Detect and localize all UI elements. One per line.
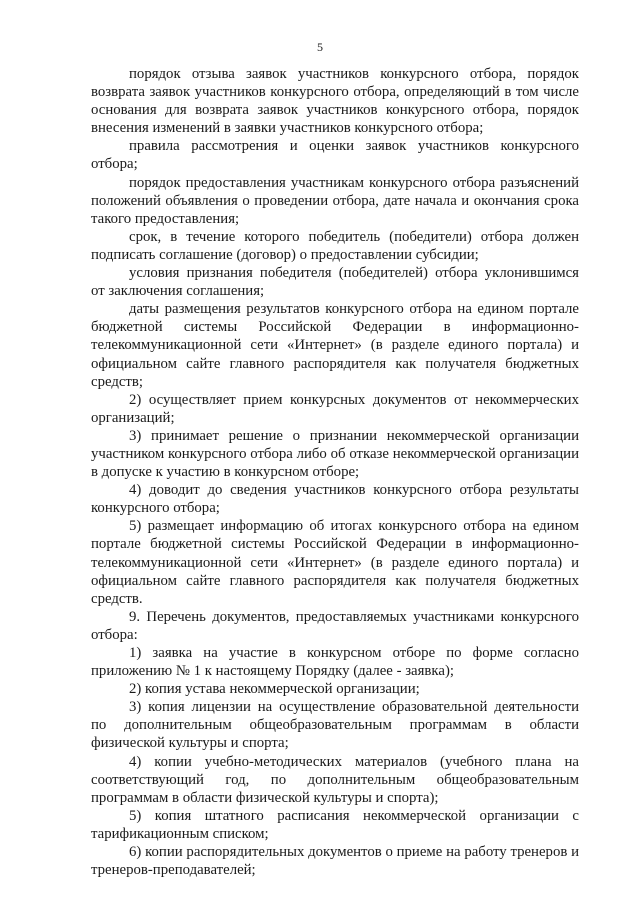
paragraph-doc-4-methodology: 4) копии учебно-методических материалов (учебного плана на соответствующий год, по дополнительным общеобразовательным программам в области физической культуры и спорта); — [91, 753, 579, 806]
paragraph-item-2-accepts-documents: 2) осуществляет прием конкурсных документов от некоммерческих организаций; — [91, 391, 579, 426]
paragraph-evaluation-rules: правила рассмотрения и оценки заявок участников конкурсного отбора; — [91, 138, 579, 173]
paragraph-evasion-conditions: условия признания победителя (победителей) отбора уклонившимся от заключения соглашения; — [91, 265, 579, 300]
paragraph-clarification-procedure: порядок предоставления участникам конкурсного отбора разъяснений положений объявления о проведении отбора, дате начала и окончания срока такого предоставления; — [91, 174, 579, 227]
paragraph-signing-deadline: срок, в течение которого победитель (победители) отбора должен подписать соглашение (договор) о предоставлении субсидии; — [91, 228, 579, 263]
paragraph-withdrawal-procedure: порядок отзыва заявок участников конкурсного отбора, порядок возврата заявок участников конкурсного отбора, определяющий в том числе основания для возврата заявок участников конкурсного отбора, порядок внесения изменений в заявки участников конкурсного отбора; — [91, 66, 579, 137]
paragraph-doc-5-staff-schedule: 5) копия штатного расписания некоммерческой организации с тарификационным списком; — [91, 807, 579, 842]
paragraph-doc-6-hiring-orders: 6) копии распорядительных документов о приеме на работу тренеров и тренеров-преподавателей; — [91, 844, 579, 879]
paragraph-results-dates: даты размещения результатов конкурсного отбора на едином портале бюджетной системы Российской Федерации в информационно-телекоммуникационной сети «Интернет» (в разделе единого портала) и официальном сайте главного распорядителя как получателя бюджетных средств; — [91, 301, 579, 390]
paragraph-doc-2-charter: 2) копия устава некоммерческой организации; — [129, 681, 420, 698]
paragraph-item-4-results-notice: 4) доводит до сведения участников конкурсного отбора результаты конкурсного отбора; — [91, 482, 579, 517]
page-number: 5 — [317, 40, 323, 54]
body-text — [91, 65, 579, 879]
paragraph-doc-3-license: 3) копия лицензии на осуществление образовательной деятельности по дополнительным общеобразовательным программам в области физической культуры и спорта; — [91, 699, 579, 752]
paragraph-item-5-publishes-results: 5) размещает информацию об итогах конкурсного отбора на едином портале бюджетной системы Российской Федерации в информационно-телекоммуникационной сети «Интернет» (в разделе единого портала) и официальном сайте главного распорядителя как получателя бюджетных средств. — [91, 518, 579, 607]
paragraph-doc-1-application: 1) заявка на участие в конкурсном отборе по форме согласно приложению № 1 к настоящему Порядку (далее - заявка); — [91, 645, 579, 680]
paragraph-item-3-admission-decision: 3) принимает решение о признании некоммерческой организации участником конкурсного отбора либо об отказе некоммерческой организации в допуске к участию в конкурсном отборе; — [91, 427, 579, 481]
paragraph-section-9-heading: 9. Перечень документов, предоставляемых участниками конкурсного отбора: — [91, 608, 579, 643]
